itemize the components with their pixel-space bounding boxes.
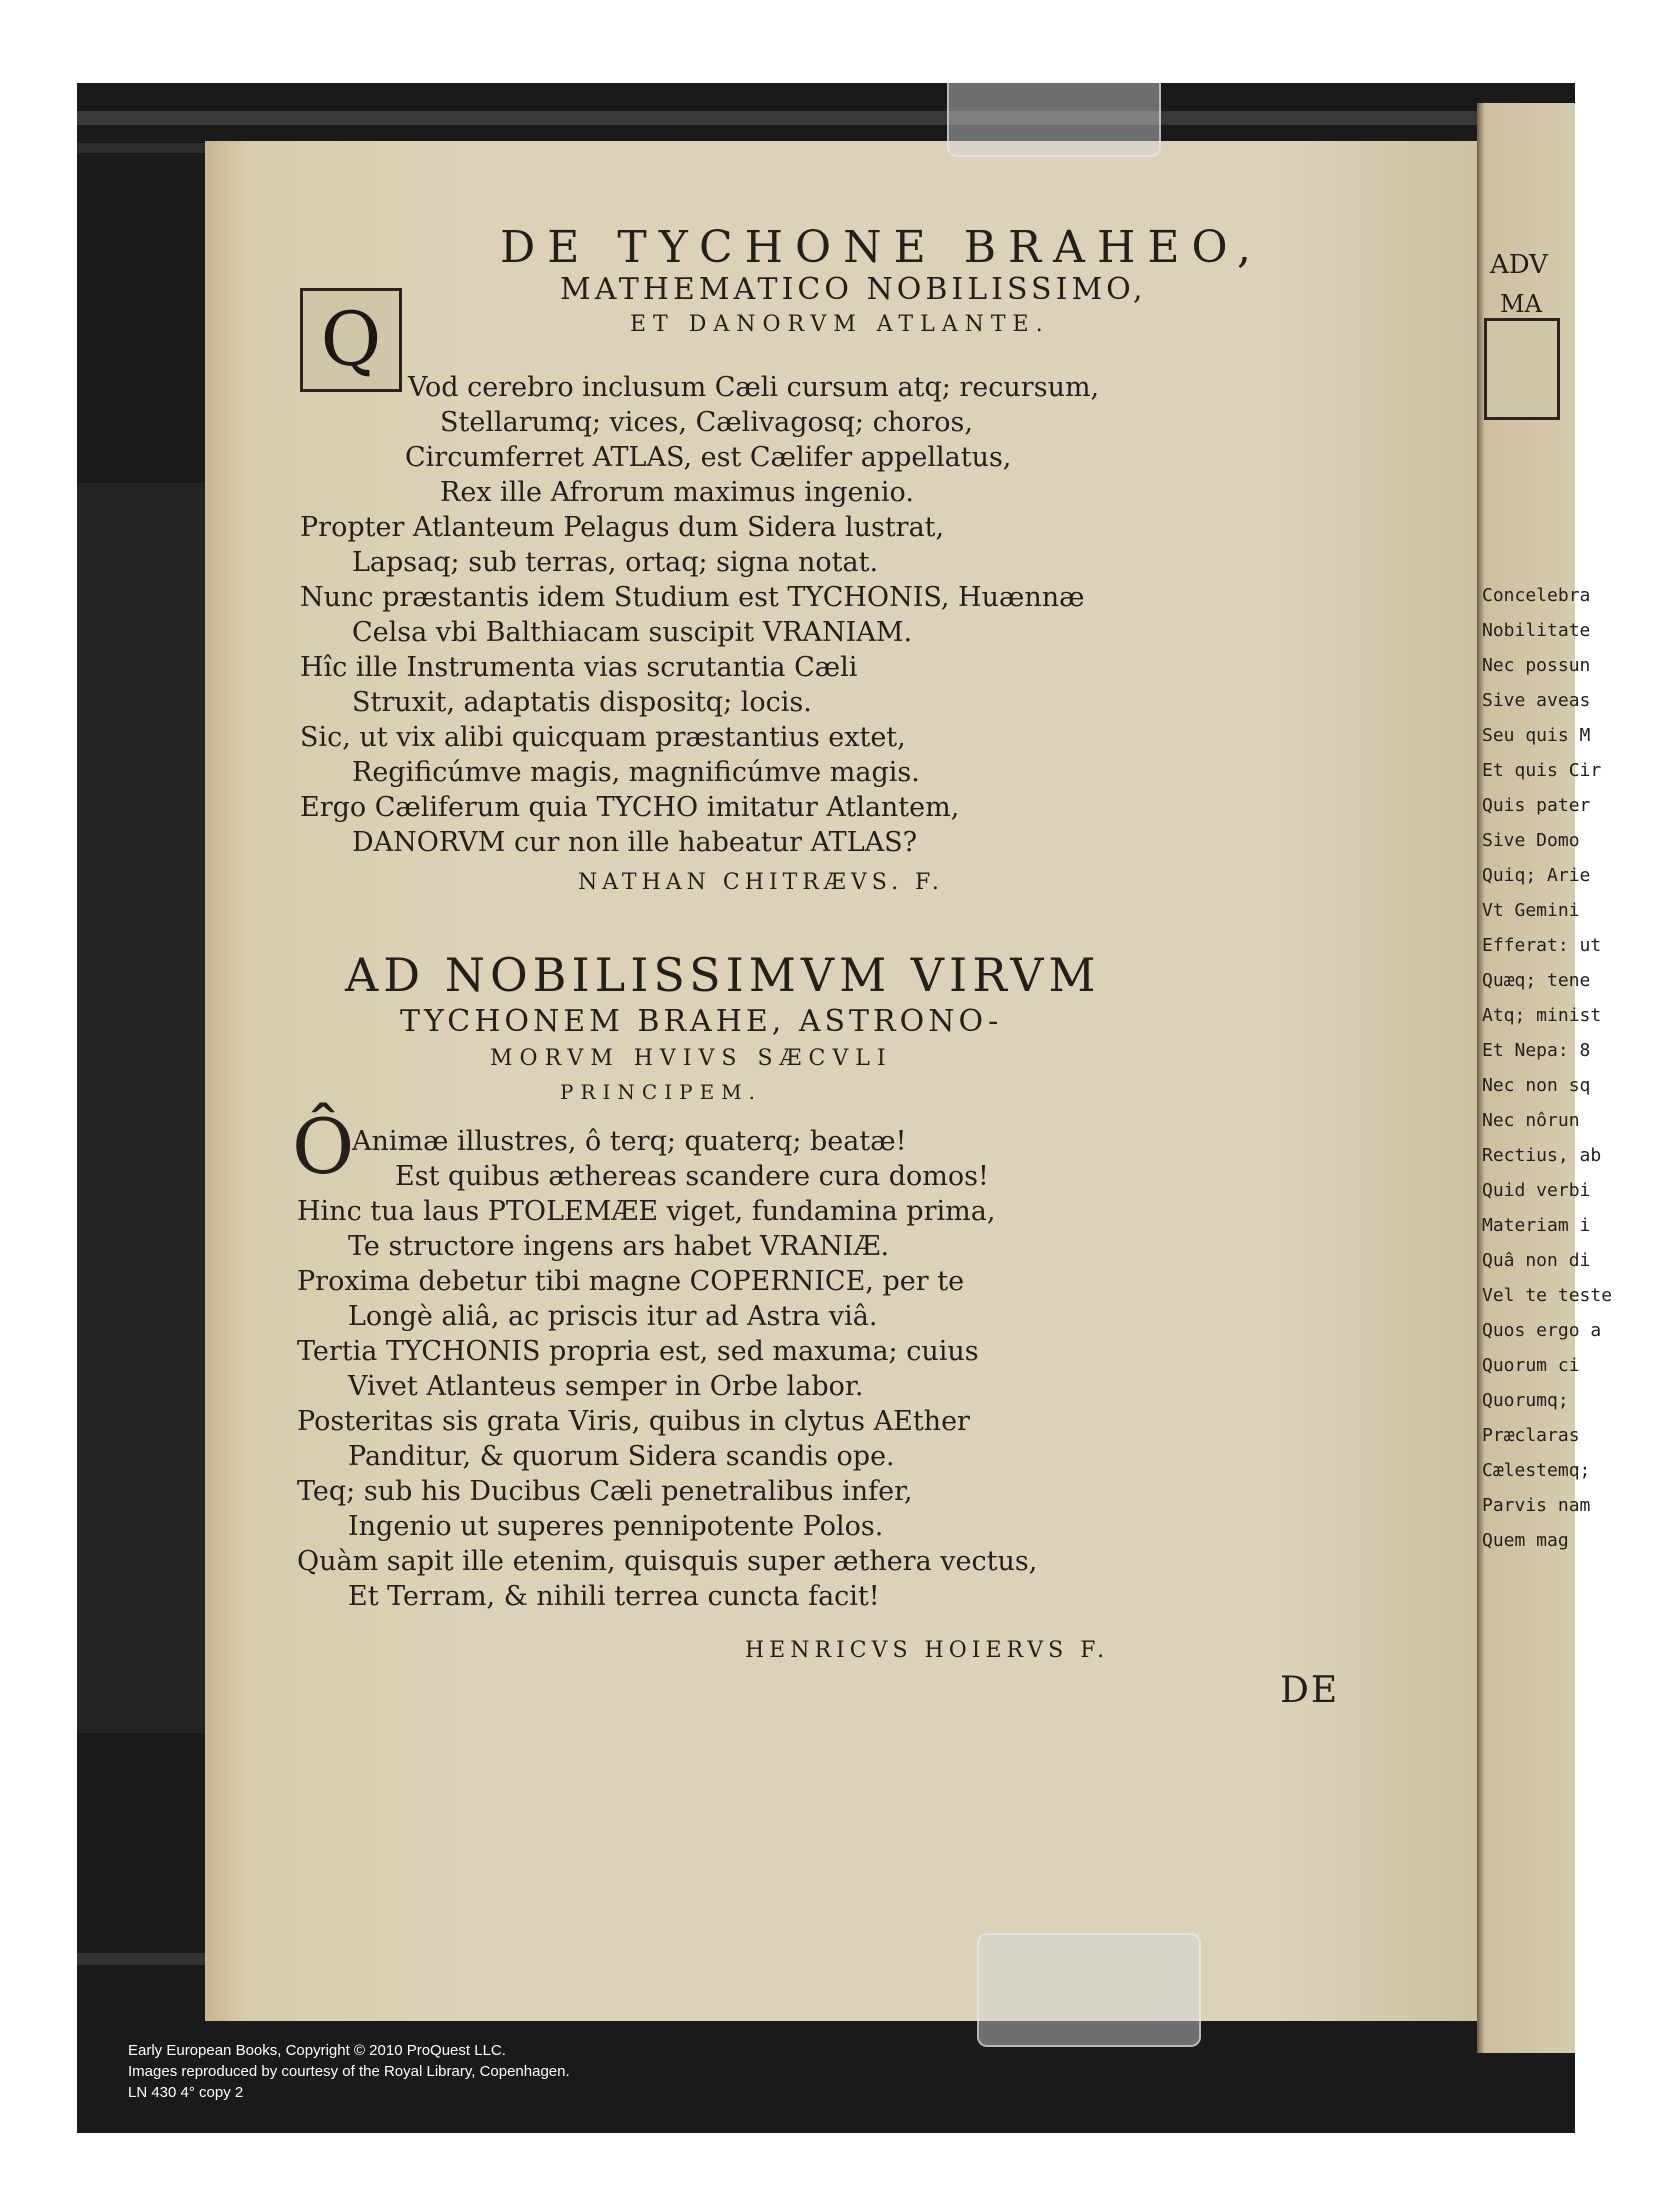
facing-line: Nec non sq xyxy=(1482,1075,1591,1096)
footer-courtesy: Images reproduced by courtesy of the Royal Library, Copenhagen. xyxy=(128,2063,570,2080)
facing-line: Præclaras xyxy=(1482,1425,1580,1446)
verse-line: Te structore ingens ars habet VRANIÆ. xyxy=(348,1231,890,1262)
verse-line: Sic, ut vix alibi quicquam præstantius extet, xyxy=(300,722,906,753)
verse-line: Et Terram, & nihili terrea cuncta facit! xyxy=(348,1581,880,1612)
verse-line: Hinc tua laus PTOLEMÆE viget, fundamina prima, xyxy=(297,1196,996,1227)
facing-line: Quos ergo a xyxy=(1482,1320,1602,1341)
initial-letter: Ô xyxy=(292,1102,355,1191)
poem2-author: HENRICVS HOIERVS F. xyxy=(745,1638,1110,1663)
facing-decorated-initial xyxy=(1484,318,1560,420)
verse-line: Tertia TYCHONIS propria est, sed maxuma; cuius xyxy=(297,1336,979,1367)
facing-line: Quâ non di xyxy=(1482,1250,1591,1271)
poem2-title-line3: MORVM HVIVS SÆCVLI xyxy=(490,1046,893,1071)
poem1-title-line1: DE TYCHONE BRAHEO, xyxy=(500,222,1263,273)
verse-line: Regificúmve magis, magnificúmve magis. xyxy=(352,757,920,788)
verse-line: Nunc præstantis idem Studium est TYCHONIS, Huænnæ xyxy=(300,582,1085,613)
facing-line: Concelebra xyxy=(1482,585,1591,606)
verse-line: Vod cerebro inclusum Cæli cursum atq; recursum, xyxy=(408,372,1100,403)
facing-heading1: ADV xyxy=(1490,250,1548,280)
verse-line: Proxima debetur tibi magne COPERNICE, per te xyxy=(297,1266,965,1297)
facing-line: Quem mag xyxy=(1482,1530,1569,1551)
facing-line: Et quis Cir xyxy=(1482,760,1602,781)
verse-line: Stellarumq; vices, Cælivagosq; choros, xyxy=(440,407,973,438)
facing-line: Rectius, ab xyxy=(1482,1145,1602,1166)
verse-line: Hîc ille Instrumenta vias scrutantia Cæli xyxy=(300,652,858,683)
facing-line: Quis pater xyxy=(1482,795,1591,816)
stand-panel xyxy=(77,483,207,1733)
footer-copyright: Early European Books, Copyright © 2010 ProQuest LLC. xyxy=(128,2042,506,2059)
poem1-author: NATHAN CHITRÆVS. F. xyxy=(578,870,944,895)
verse-line: Ingenio ut superes pennipotente Polos. xyxy=(348,1511,884,1542)
poem1-title-line2: MATHEMATICO NOBILISSIMO, xyxy=(560,272,1147,307)
facing-line: Vt Gemini xyxy=(1482,900,1580,921)
verse-line: Celsa vbi Balthiacam suscipit VRANIAM. xyxy=(352,617,913,648)
verse-line: DANORVM cur non ille habeatur ATLAS? xyxy=(352,827,918,858)
facing-line: Sive Domo xyxy=(1482,830,1580,851)
poem2-title-line4: PRINCIPEM. xyxy=(560,1080,763,1104)
facing-line: Materiam i xyxy=(1482,1215,1591,1236)
facing-line: Nec nôrun xyxy=(1482,1110,1580,1131)
verse-line: Longè aliâ, ac priscis itur ad Astra viâ. xyxy=(348,1301,878,1332)
facing-line: Nobilitate xyxy=(1482,620,1591,641)
verse-line: Propter Atlanteum Pelagus dum Sidera lustrat, xyxy=(300,512,945,543)
facing-line: Quiq; Arie xyxy=(1482,865,1591,886)
facing-line: Parvis nam xyxy=(1482,1495,1591,1516)
facing-line: Nec possun xyxy=(1482,655,1591,676)
verse-line: Teq; sub his Ducibus Cæli penetralibus infer, xyxy=(297,1476,913,1507)
decorated-initial: Q xyxy=(300,288,402,392)
facing-line: Sive aveas xyxy=(1482,690,1591,711)
verse-line: Ergo Cæliferum quia TYCHO imitatur Atlantem, xyxy=(300,792,960,823)
facing-line: Et Nepa: 8 xyxy=(1482,1040,1591,1061)
page-clip-bottom xyxy=(977,1933,1201,2047)
verse-line: Lapsaq; sub terras, ortaq; signa notat. xyxy=(352,547,879,578)
facing-line: Cælestemq; xyxy=(1482,1460,1591,1481)
facing-line: Quid verbi xyxy=(1482,1180,1591,1201)
verse-line: Rex ille Afrorum maximus ingenio. xyxy=(440,477,914,508)
facing-line: Vel te teste xyxy=(1482,1285,1613,1306)
verse-line: Quàm sapit ille etenim, quisquis super æthera vectus, xyxy=(297,1546,1038,1577)
page-clip-top xyxy=(947,83,1161,157)
verse-line: Posteritas sis grata Viris, quibus in clytus AEther xyxy=(297,1406,970,1437)
footer-shelfmark: LN 430 4° copy 2 xyxy=(128,2084,244,2101)
verse-line: Panditur, & quorum Sidera scandis ope. xyxy=(348,1441,895,1472)
poem2-title-line1: AD NOBILISSIMVM VIRVM xyxy=(345,948,1101,1002)
facing-line: Quæq; tene xyxy=(1482,970,1591,991)
verse-line: Circumferret ATLAS, est Cælifer appellatus, xyxy=(405,442,1012,473)
verse-line: Animæ illustres, ô terq; quaterq; beatæ! xyxy=(352,1126,907,1157)
catchword: DE xyxy=(1280,1670,1340,1711)
copy-stand-rail xyxy=(77,111,1575,125)
poem1-title-line3: ET DANORVM ATLANTE. xyxy=(630,312,1050,337)
facing-line: Atq; minist xyxy=(1482,1005,1602,1026)
facing-line: Seu quis M xyxy=(1482,725,1591,746)
poem2-title-line2: TYCHONEM BRAHE, ASTRONO- xyxy=(400,1004,1003,1039)
facing-line: Quorum ci xyxy=(1482,1355,1580,1376)
facing-line: Efferat: ut xyxy=(1482,935,1602,956)
verse-line: Est quibus æthereas scandere cura domos! xyxy=(395,1161,989,1192)
verse-line: Struxit, adaptatis dispositq; locis. xyxy=(352,687,812,718)
facing-heading2: MA xyxy=(1500,290,1542,318)
facing-line: Quorumq; xyxy=(1482,1390,1569,1411)
verse-line: Vivet Atlanteus semper in Orbe labor. xyxy=(348,1371,864,1402)
